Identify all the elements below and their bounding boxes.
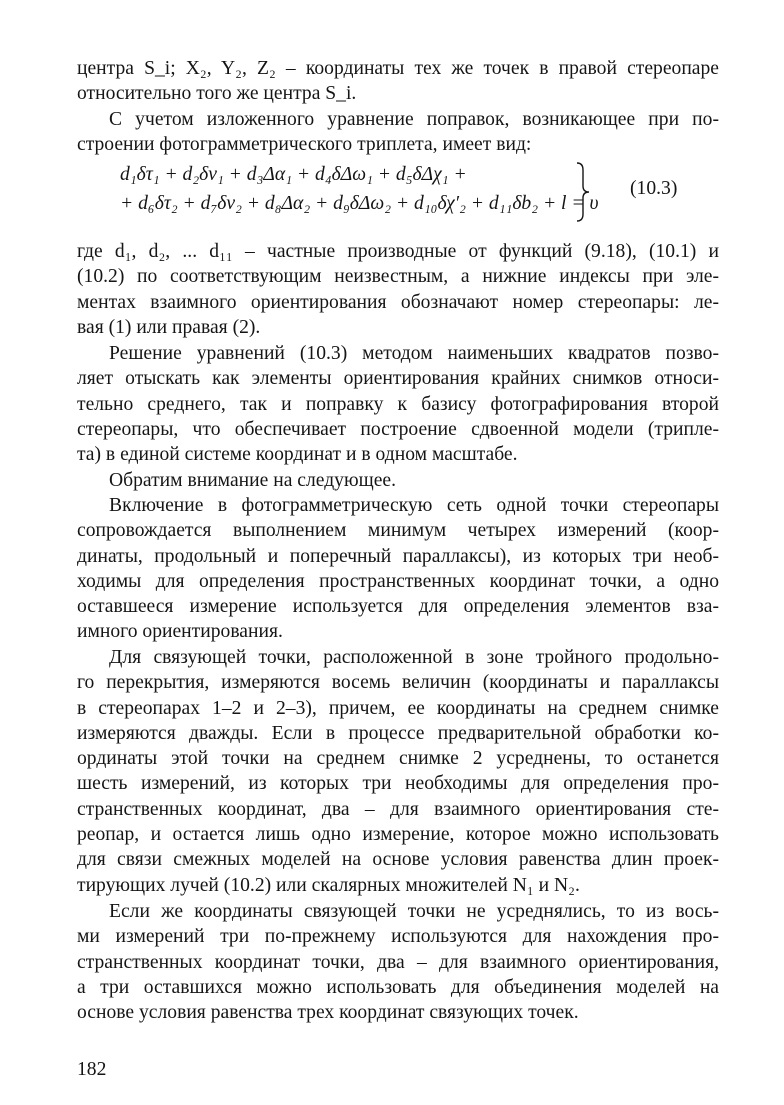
text-line: а три оставшихся можно использовать для объединения моделей на bbox=[77, 976, 719, 998]
text-line: основе условия равенства трех координат связующих точек. bbox=[77, 1002, 579, 1024]
right-brace-icon bbox=[575, 162, 591, 222]
paragraph-equation-intro bbox=[77, 107, 719, 158]
text-line: ходимы для определения пространственных координат точки, а одно bbox=[77, 570, 719, 592]
text-line: строении фотограмметрического триплета, имеет вид: bbox=[77, 134, 532, 156]
paragraph-attention bbox=[77, 468, 719, 493]
text-line: вая (1) или правая (2). bbox=[77, 316, 261, 338]
text-line: Обратим внимание на следующее. bbox=[109, 470, 396, 491]
text-line: странственных координат, два – для взаимного ориентирования сте- bbox=[77, 798, 719, 820]
equation-line-1: d₁δτ₁ + d₂δν₁ + d₃Δα₁ + d₄δΔω₁ + d₅δΔχ₁ + bbox=[120, 164, 467, 185]
text-line: странственных координат точки, два – для взаимного ориентирования, bbox=[77, 951, 719, 973]
text-line: имного ориентирования. bbox=[77, 621, 283, 643]
text-line: Если же координаты связующей точки не усреднялись, то из вось- bbox=[109, 901, 719, 922]
page-number: 182 bbox=[77, 1059, 107, 1080]
text-line: центра S_i; X₂, Y₂, Z₂ – координаты тех же точек в правой стереопаре bbox=[77, 58, 719, 79]
text-line: та) в единой системе координат и в одном масштабе. bbox=[77, 444, 518, 466]
equation-10-3 bbox=[120, 160, 720, 230]
text-line: стереопары, что обеспечивает построение сдвоенной модели (трипле- bbox=[77, 418, 719, 440]
text-line: сопровождается выполнением минимум четырех измерений (коор- bbox=[77, 520, 719, 542]
paragraph-intro bbox=[77, 56, 719, 107]
text-line: динаты, продольный и поперечный параллаксы), из которых три необ- bbox=[77, 545, 719, 567]
text-line: го перекрытия, измеряются восемь величин (координаты и параллаксы bbox=[77, 672, 719, 694]
text-line: тирующих лучей (10.2) или скалярных множителей N₁ и N₂. bbox=[77, 874, 580, 896]
text-line: ляет отыскать как элементы ориентирования крайних снимков относи- bbox=[77, 368, 719, 390]
paragraph-solution bbox=[77, 341, 719, 467]
text-line: в стереопарах 1–2 и 2–3), причем, ее координаты на среднем снимке bbox=[77, 697, 719, 719]
text-line: оставшееся измерение используется для определения элементов вза- bbox=[77, 596, 719, 618]
text-line: Включение в фотограмметрическую сеть одной точки стереопары bbox=[109, 495, 719, 516]
equation-number: (10.3) bbox=[630, 178, 678, 199]
text-line: для связи смежных моделей на основе условия равенства длин проек- bbox=[77, 849, 719, 871]
text-line: Для связующей точки, расположенной в зоне тройного продольно- bbox=[109, 647, 719, 668]
text-line: реопар, и остается лишь одно измерение, которое можно использовать bbox=[77, 824, 719, 846]
text-line: ментах взаимного ориентирования обозначают номер стереопары: ле- bbox=[77, 291, 719, 313]
equation-line-2: + d₆δτ₂ + d₇δν₂ + d₈Δα₂ + d₉δΔω₂ + d₁₀δχ′₂ + d₁₁δb₂ + l = υ bbox=[120, 193, 599, 214]
paragraph-non-averaged bbox=[77, 899, 719, 1025]
text-line: где d₁, d₂, ... d₁₁ – частные производные от функций (9.18), (10.1) и bbox=[77, 241, 719, 262]
paragraph-inclusion bbox=[77, 493, 719, 645]
paragraph-derivatives bbox=[77, 239, 719, 340]
text-line: шесть измерений, из которых три необходимы для определения про- bbox=[77, 773, 719, 795]
text-line: ми измерений три по-прежнему используются для нахождения про- bbox=[77, 926, 719, 948]
text-line: С учетом изложенного уравнение поправок, возникающее при по- bbox=[109, 109, 719, 130]
text-line: Решение уравнений (10.3) методом наименьших квадратов позво- bbox=[109, 343, 719, 364]
paragraph-tie-point bbox=[77, 645, 719, 898]
text-line: измеряются дважды. Если в процессе предварительной обработки ко- bbox=[77, 722, 719, 744]
text-line: ординаты этой точки на среднем снимке 2 усреднены, то останется bbox=[77, 748, 719, 770]
text-line: относительно того же центра S_i. bbox=[77, 83, 357, 105]
text-line: тельно среднего, так и поправку к базису фотографирования второй bbox=[77, 393, 719, 415]
text-line: (10.2) по соответствующим неизвестным, а нижние индексы при эле- bbox=[77, 266, 719, 288]
